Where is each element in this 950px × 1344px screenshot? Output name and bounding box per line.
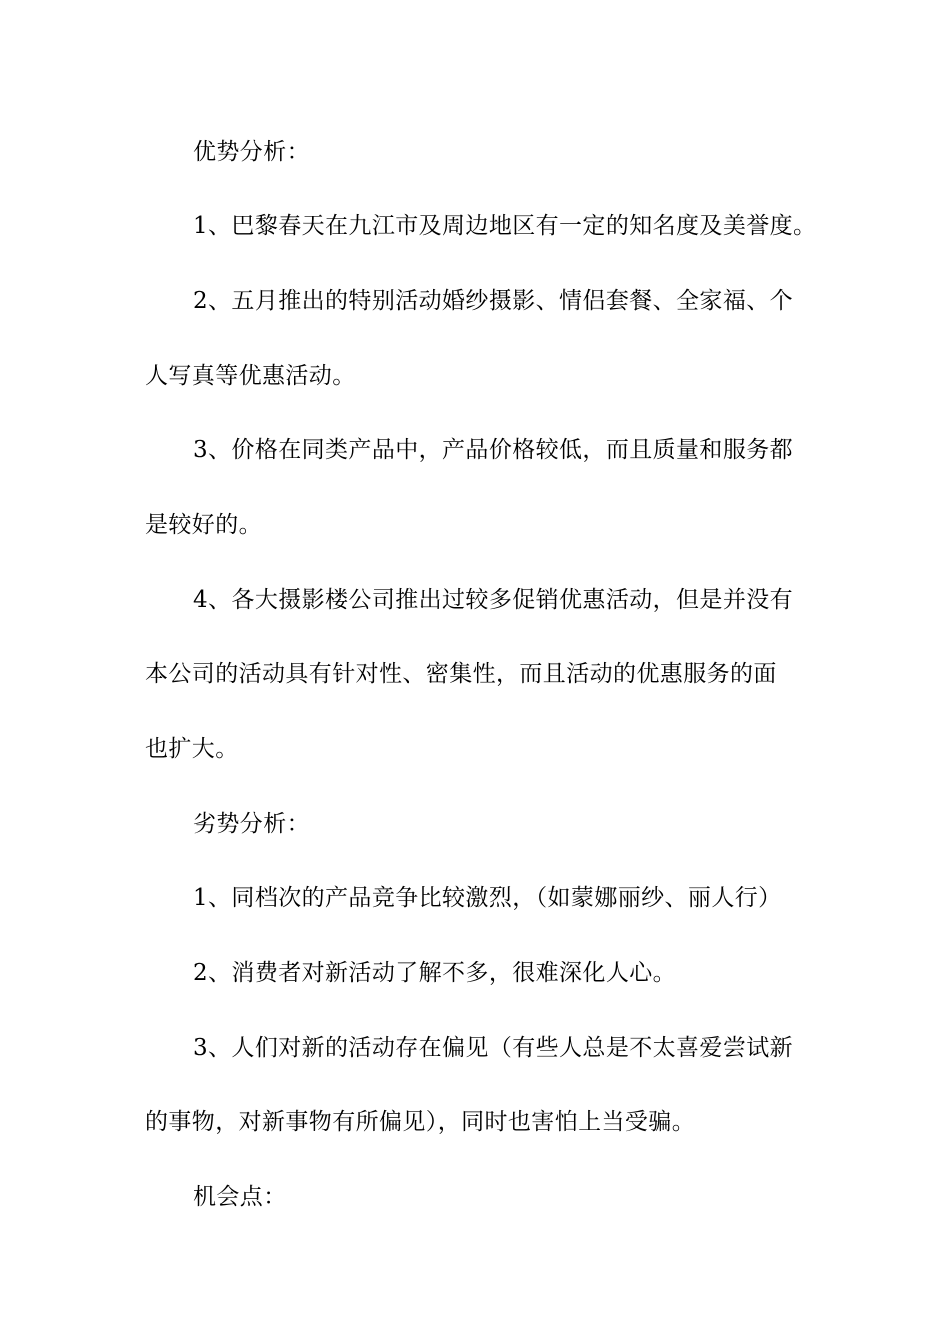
paragraph-line: 2、五月推出的特别活动婚纱摄影、情侣套餐、全家福、个 [193,288,794,314]
paragraph-line: 1、巴黎春天在九江市及周边地区有一定的知名度及美誉度。 [193,213,817,239]
paragraph-line: 4、各大摄影楼公司推出过较多促销优惠活动，但是并没有 [193,587,794,613]
paragraph-line: 3、人们对新的活动存在偏见（有些人总是不太喜爱尝试新 [193,1035,794,1061]
paragraph-line: 是较好的。 [145,512,262,538]
paragraph-line: 2、消费者对新活动了解不多，很难深化人心。 [193,960,677,986]
paragraph-line: 3、价格在同类产品中，产品价格较低，而且质量和服务都 [193,437,794,463]
paragraph-line: 也扩大。 [145,736,239,762]
heading-strengths: 优势分析： [193,139,310,165]
paragraph-line: 本公司的活动具有针对性、密集性，而且活动的优惠服务的面 [145,661,777,687]
paragraph-line: 人写真等优惠活动。 [145,363,356,389]
heading-opportunities: 机会点： [193,1184,287,1210]
paragraph-line: 1、同档次的产品竞争比较激烈，（如蒙娜丽纱、丽人行） [193,885,782,911]
paragraph-line: 的事物，对新事物有所偏见），同时也害怕上当受骗。 [145,1109,696,1135]
heading-weaknesses: 劣势分析： [193,811,310,837]
